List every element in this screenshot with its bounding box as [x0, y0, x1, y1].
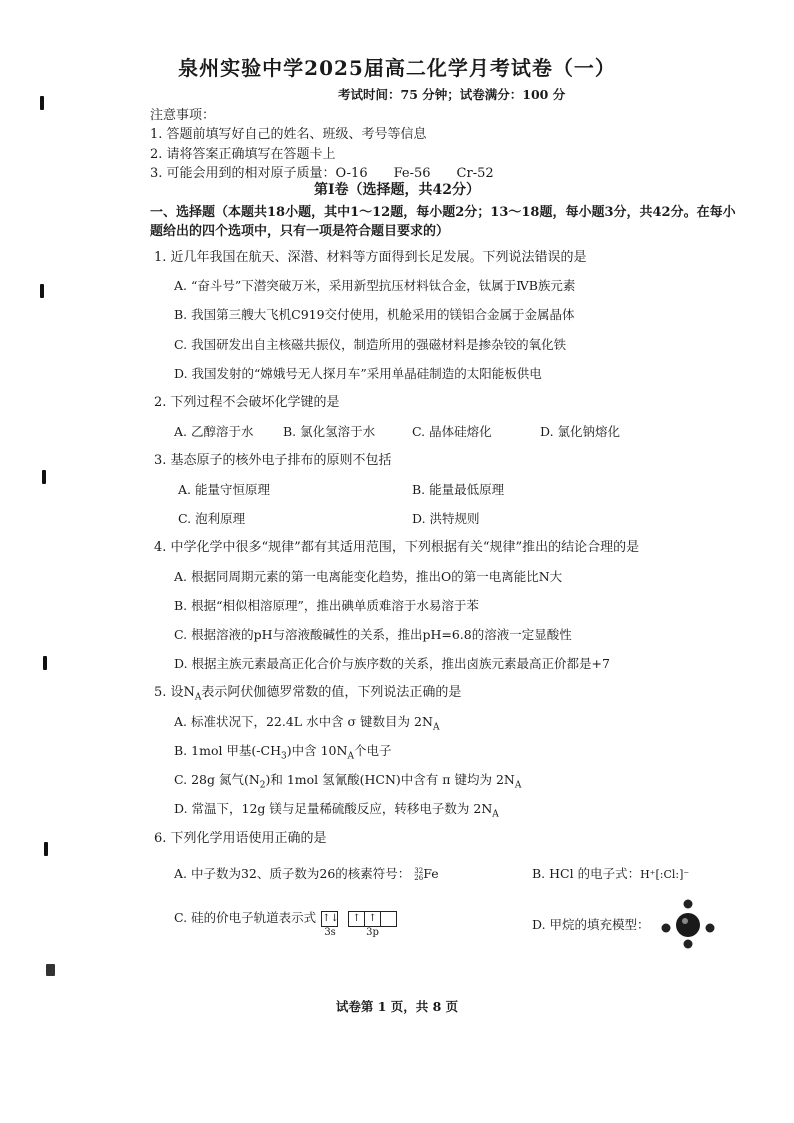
orbital-3p — [348, 909, 397, 939]
orbital-label: 3s — [324, 927, 336, 938]
hydrogen-atom — [684, 900, 693, 909]
option-text: A. 标准状况下，22.4L 水中含 σ 键数目为 2N — [174, 714, 433, 729]
option-d: D. 甲烷的填充模型： — [532, 917, 650, 932]
formula-subscript: 3 — [281, 751, 287, 762]
binding-mark — [46, 964, 55, 976]
orbital-box — [380, 911, 397, 927]
binding-mark — [42, 470, 46, 484]
note-item: 2. 请将答案正确填写在答题卡上 — [150, 147, 336, 162]
binding-mark — [43, 656, 47, 670]
atomic-number: 26 — [414, 873, 424, 882]
option-a — [174, 713, 439, 737]
hydrogen-atom — [706, 924, 715, 933]
binding-mark — [40, 96, 44, 110]
option-text: D. 常温下，12g 镁与足量稀硫酸反应，转移电子数为 2N — [174, 801, 493, 816]
instructions-line: 一、选择题（本题共18小题，其中1～12题，每小题2分；13～18题，每小题3分，共42分。在每小 — [150, 205, 736, 220]
question-stem: 6. 下列化学用语使用正确的是 — [154, 831, 327, 846]
stem-text: 表示阿伏伽德罗常数的值，下列说法正确的是 — [201, 685, 462, 700]
section-title: 第Ⅰ卷（选择题，共42分） — [313, 182, 481, 198]
avogadro-subscript: A — [432, 722, 440, 733]
option-d: D. 根据主族元素最高正化合价与族序数的关系，推出卤族元素最高正价都是+7 — [174, 656, 610, 671]
note-item: 1. 答题前填写好自己的姓名、班级、考号等信息 — [150, 127, 427, 142]
binding-mark — [40, 284, 44, 298]
hydrogen-atom — [662, 924, 671, 933]
stem-text: 5. 设N — [154, 685, 195, 700]
exam-time-info: 考试时间：75 分钟；试卷满分：100 分 — [338, 87, 566, 102]
option-text: )中含 10N — [286, 743, 348, 758]
option-text: B. 1mol 甲基(-CH — [174, 743, 282, 758]
option-a — [174, 865, 439, 883]
option-c: C. 泡利原理 — [178, 511, 246, 526]
option-c: C. 根据溶液的pH与溶液酸碱性的关系，推出pH=6.8的溶液一定显酸性 — [174, 627, 572, 642]
option-a: A. 乙醇溶于水 — [174, 424, 254, 439]
option-b — [532, 865, 689, 884]
question-stem: 1. 近几年我国在航天、深潜、材料等方面得到长足发展。下列说法错误的是 — [154, 250, 587, 265]
note-item: 3. 可能会用到的相对原子质量：O-16 Fe-56 Cr-52 — [150, 166, 494, 181]
orbital-box: ↑ — [348, 911, 365, 927]
orbital-box: ↑ — [364, 911, 381, 927]
option-a: A. “奋斗号”下潜突破万米，采用新型抗压材料钛合金，钛属于ⅣB族元素 — [174, 278, 576, 293]
option-text: C. 硅的价电子轨道表示式 — [174, 910, 317, 925]
nuclide-notation — [414, 868, 423, 882]
binding-mark — [44, 842, 48, 856]
element-symbol: Fe — [423, 866, 439, 881]
notes-heading: 注意事项： — [150, 108, 216, 123]
hydrogen-atom — [684, 940, 693, 949]
question-stem — [154, 684, 461, 707]
option-d: D. 我国发射的“嫦娥号无人探月车”采用单晶硅制造的太阳能板供电 — [174, 366, 542, 381]
option-b — [174, 742, 391, 766]
option-a: A. 根据同周期元素的第一电离能变化趋势，推出O的第一电离能比N大 — [174, 569, 563, 584]
option-text: C. 28g 氮气(N — [174, 772, 260, 787]
mass-number: 32 — [414, 866, 424, 875]
option-d: D. 氯化钠熔化 — [540, 424, 621, 439]
option-b: B. 氯化氢溶于水 — [283, 424, 376, 439]
page-footer: 试卷第 1 页，共 8 页 — [335, 999, 459, 1014]
option-text: A. 中子数为32、质子数为26的核素符号： — [174, 866, 411, 881]
option-c: C. 我国研发出自主核磁共振仪，制造所用的强磁材料是掺杂铰的氧化铁 — [174, 337, 567, 352]
option-text: B. HCl 的电子式： — [532, 866, 641, 881]
option-c: C. 晶体硅熔化 — [412, 424, 492, 439]
orbital-box: ↑↓ — [321, 911, 338, 927]
question-stem: 2. 下列过程不会破坏化学键的是 — [154, 395, 340, 410]
orbital-label: 3p — [366, 927, 379, 938]
option-d: D. 洪特规则 — [412, 511, 480, 526]
option-text: 个电子 — [353, 743, 392, 758]
electron-formula: H⁺[:Cl:]⁻ — [640, 868, 690, 881]
option-a: A. 能量守恒原理 — [178, 482, 270, 497]
methane-space-filling-model — [660, 898, 716, 950]
option-b: B. 根据“相似相溶原理”，推出碘单质难溶于水易溶于苯 — [174, 598, 479, 613]
option-b: B. 能量最低原理 — [412, 482, 505, 497]
option-c — [174, 771, 521, 795]
option-c — [174, 909, 397, 940]
orbital-3s — [322, 909, 338, 939]
avogadro-subscript: A — [347, 751, 354, 762]
carbon-atom — [676, 913, 700, 937]
avogadro-subscript: A — [514, 780, 522, 791]
question-stem: 4. 中学化学中很多“规律”都有其适用范围，下列根据有关“规律”推出的结论合理的是 — [154, 540, 640, 555]
avogadro-subscript: A — [492, 809, 499, 820]
option-text: )和 1mol 氢氰酸(HCN)中含有 π 键均为 2N — [265, 772, 515, 787]
option-d — [174, 800, 499, 824]
formula-subscript: 2 — [259, 780, 266, 791]
avogadro-subscript: A — [194, 692, 202, 703]
question-stem: 3. 基态原子的核外电子排布的原则不包括 — [154, 453, 392, 468]
page-title: 泉州实验中学2025届高二化学月考试卷（一） — [178, 56, 616, 80]
highlight — [682, 918, 688, 924]
option-b: B. 我国第三艘大飞机C919交付使用，机舱采用的镁铝合金属于金属晶体 — [174, 307, 575, 322]
instructions-line: 题给出的四个选项中，只有一项是符合题目要求的） — [150, 224, 450, 239]
